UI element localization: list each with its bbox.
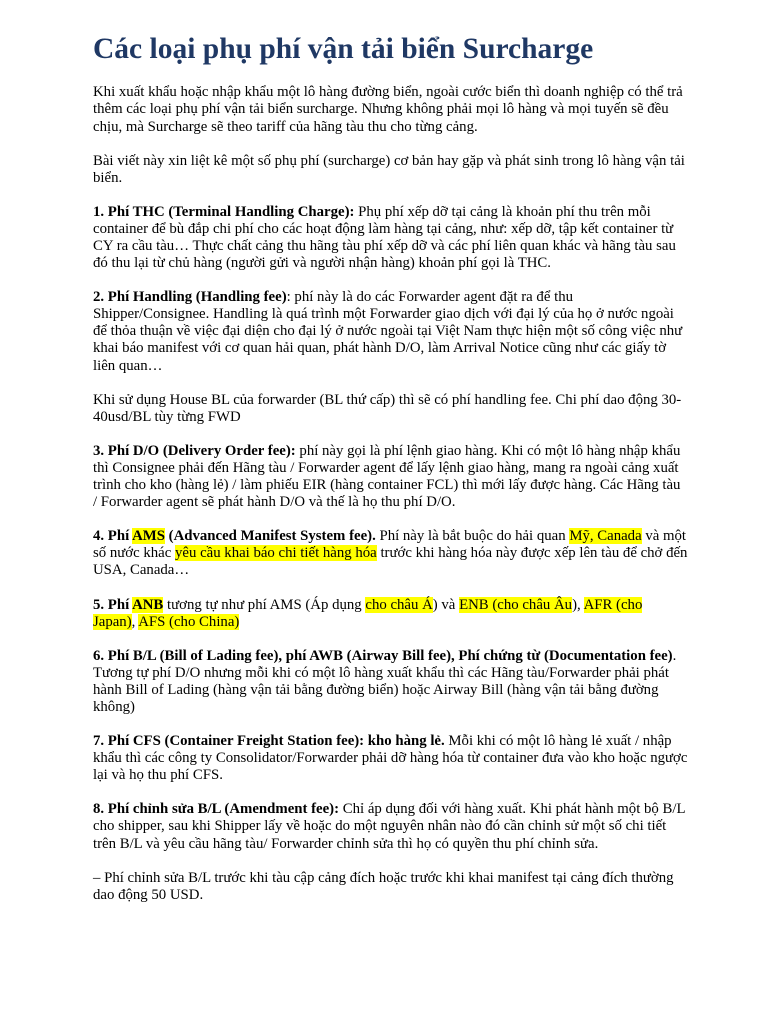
item-thc-heading: 1. Phí THC (Terminal Handling Charge):	[93, 203, 355, 220]
item-anb-body-4: ,	[131, 613, 139, 630]
item-anb-body-2: ) và	[432, 596, 460, 613]
item-anb-heading-highlight: ANB	[132, 596, 164, 613]
item-ams	[93, 528, 688, 579]
item-anb-heading-prefix: 5. Phí	[93, 596, 133, 613]
item-amendment-heading: 8. Phí chỉnh sửa B/L (Amendment fee):	[93, 801, 340, 818]
item-amendment-note: – Phí chỉnh sửa B/L trước khi tàu cập cảng đích hoặc trước khi khai manifest tại cảng đích thường dao động 50 USD.	[93, 869, 674, 903]
item-anb-highlight-2: ENB (cho châu Âu	[459, 596, 573, 613]
item-cfs	[93, 733, 688, 784]
item-do	[93, 443, 688, 511]
item-anb	[93, 597, 688, 631]
item-anb-highlight-4: AFS (cho China)	[138, 613, 240, 630]
item-ams-body-1: Phí này là bắt buộc do hải quan	[375, 528, 570, 545]
item-handling-heading: 2. Phí Handling (Handling fee)	[93, 289, 287, 306]
item-ams-heading-suffix: (Advanced Manifest System fee).	[164, 528, 376, 545]
item-cfs-heading: 7. Phí CFS (Container Freight Station fee): kho hàng lẻ.	[93, 733, 445, 750]
item-amendment-body: Chỉ áp dụng đối với hàng xuất. Khi phát hành một bộ B/L cho shipper, sau khi Shipper lấy về hoặc do một nguyên nhân nào đó cần chỉnh sử một số chi tiết trên B/L và yêu cầu hãng tàu/ Forwarder chỉnh sửa thì họ có quyền thu phí chỉnh sửa.	[93, 801, 685, 852]
item-anb-highlight-1: cho châu Á	[365, 596, 433, 613]
item-do-heading: 3. Phí D/O (Delivery Order fee):	[93, 442, 296, 459]
page-title: Các loại phụ phí vận tải biển Surcharge	[93, 33, 594, 65]
item-ams-highlight-1: Mỹ, Canada	[569, 528, 642, 545]
item-handling-note: Khi sử dụng House BL của forwarder (BL thứ cấp) thì sẽ có phí handling fee. Chi phí dao động 30-40usd/BL tùy từng FWD	[93, 391, 682, 425]
item-ams-heading-prefix: 4. Phí	[93, 528, 133, 545]
item-anb-body-1: tương tự như phí AMS (Áp dụng	[163, 596, 366, 613]
item-bl-heading: 6. Phí B/L (Bill of Lading fee), phí AWB (Airway Bill fee), Phí chứng từ (Documentation fee)	[93, 647, 673, 664]
item-thc	[93, 204, 688, 272]
item-bl	[93, 648, 688, 716]
item-handling-body: : phí này là do các Forwarder agent đặt ra để thu Shipper/Consignee. Handling là quá trình một Forwarder giao dịch với đại lý của họ ở nước ngoài để thỏa thuận về việc đại diện cho đại lý ở nước ngoài tại Việt Nam thực hiện một số công việc như khai báo manifest với cơ quan hải quan, phát hành D/O, làm Arrival Notice cũng như các giấy tờ liên quan…	[93, 289, 683, 374]
item-anb-heading	[93, 597, 163, 613]
item-ams-heading	[93, 528, 376, 544]
item-do-body: phí này gọi là phí lệnh giao hàng. Khi có một lô hàng nhập khẩu thì Consignee phải đến Hãng tàu / Forwarder agent để lấy lệnh giao hàng, mang ra ngoài cảng xuất trình cho kho (hàng lẻ) / làm phiếu EIR (hàng container FCL) thì mới lấy được hàng. Các Hãng tàu / Forwarder agent sẽ phát hành D/O và thế là họ thu phí D/O.	[93, 442, 681, 511]
item-anb-body-3: ),	[572, 596, 584, 613]
item-ams-body-2: và một số nước khác	[93, 528, 687, 562]
item-cfs-body: Mỗi khi có một lô hàng lẻ xuất / nhập khẩu thì các công ty Consolidator/Forwarder phải dỡ hàng hóa từ container đưa vào kho hoặc ngược lại và họ thu phí CFS.	[93, 733, 688, 784]
item-ams-highlight-2: yêu cầu khai báo chi tiết hàng hóa	[175, 545, 377, 562]
item-ams-heading-highlight: AMS	[132, 528, 165, 545]
intro-paragraph-1: Khi xuất khẩu hoặc nhập khẩu một lô hàng đường biển, ngoài cước biển thì doanh nghiệp có thể trả thêm các loại phụ phí vận tải biển surcharge. Nhưng không phải mọi lô hàng và mọi tuyến sẽ đều chịu, mà Surcharge sẽ theo tariff của hãng tàu thu cho từng cảng.	[93, 84, 683, 135]
item-handling	[93, 289, 688, 374]
item-ams-body-3: trước khi hàng hóa này được xếp lên tàu để chở đến USA, Canada…	[93, 545, 688, 579]
item-amendment	[93, 801, 688, 852]
item-bl-body: . Tương tự phí D/O nhưng mỗi khi có một lô hàng xuất khẩu thì các Hãng tàu/Forwarder phải phát hành Bill of Lading (hàng vận tải bằng đường biển) hoặc Airway Bill (hàng vận tải bằng đường không)	[93, 647, 677, 715]
item-anb-highlight-3: AFR (cho Japan)	[93, 596, 643, 630]
intro-paragraph-2: Bài viết này xin liệt kê một số phụ phí (surcharge) cơ bản hay gặp và phát sinh trong lô hàng vận tải biển.	[93, 152, 685, 186]
item-thc-body: Phụ phí xếp dỡ tại cảng là khoản phí thu trên mỗi container để bù đắp chi phí cho các hoạt động làm hàng tại cảng, như: xếp dỡ, tập kết container từ CY ra cầu tàu… Thực chất cảng thu hãng tàu phí xếp dỡ và các phí liên quan khác và hãng tàu sau đó thu lại từ chủ hàng (người gửi và người nhận hàng) khoản phí gọi là THC.	[93, 203, 676, 272]
